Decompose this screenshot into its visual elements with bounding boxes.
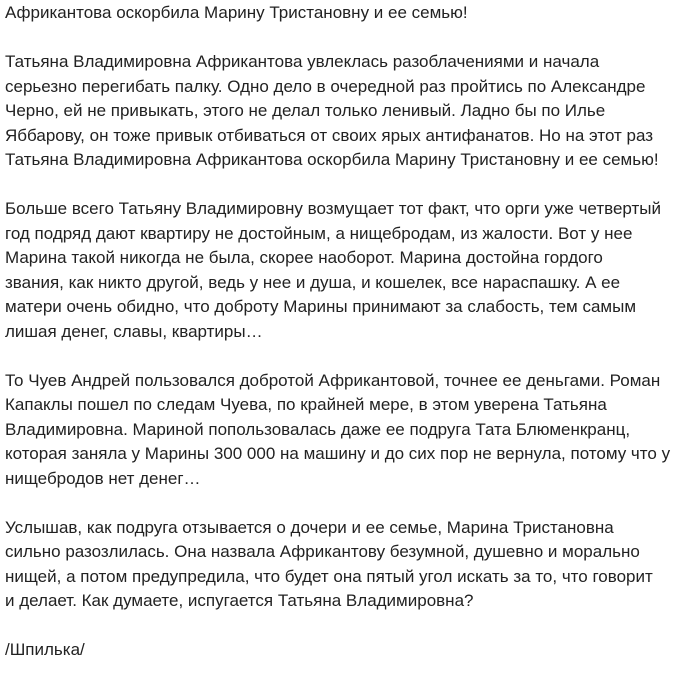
article-title: Африкантова оскорбила Марину Тристановну и ее семью! <box>5 3 468 22</box>
paragraph-line: Услышав, как подруга отзывается о дочери и ее семье, Марина Тристановна <box>5 517 614 537</box>
paragraph-gap <box>5 173 695 198</box>
paragraph-line: Татьяна Владимировна Африкантова оскорбила Марину Тристановну и ее семью! <box>5 150 659 169</box>
paragraph-gap <box>5 614 695 639</box>
paragraph-line: нищей, а потом предупредила, что будет она пятый угол искать за то, что говорит <box>5 566 653 586</box>
paragraph-line: звания, как никто другой, ведь у нее и душа, и кошелек, все нараспашку. А ее <box>5 272 621 292</box>
paragraph-line: и делает. Как думаете, испугается Татьяна Владимировна? <box>5 591 474 610</box>
paragraph-line: серьезно перегибать палку. Одно дело в очередной раз пройтись по Александре <box>5 76 646 96</box>
paragraph-line: То Чуев Андрей пользовался добротой Африкантовой, точнее ее деньгами. Роман <box>5 370 661 390</box>
paragraph-line: сильно разозлилась. Она назвала Африкантову безумной, душевно и морально <box>5 542 640 561</box>
paragraph-line: Марина такой никогда не была, скорее наоборот. Марина достойна гордого <box>5 248 603 267</box>
paragraph-gap <box>5 26 695 51</box>
paragraph-line: Владимировна. Мариной попользовалась даже ее подруга Тата Блюменкранц, <box>5 419 631 439</box>
paragraph-line: Татьяна Владимировна Африкантова увлеклась разоблачениями и начала <box>5 52 600 71</box>
article-signature: /Шпилька/ <box>5 640 85 659</box>
paragraph-line: лишая денег, славы, квартиры… <box>5 321 263 341</box>
paragraph-line: Яббарову, он тоже привык отбиваться от своих ярых антифанатов. Но на этот раз <box>5 125 654 145</box>
paragraph-gap <box>5 344 695 369</box>
paragraph-line: нищебродов нет денег… <box>5 468 201 488</box>
paragraph-line: которая заняла у Марины 300 000 на машину и до сих пор не вернула, потому что у <box>5 444 671 463</box>
paragraph-2 <box>5 197 695 344</box>
paragraph-1 <box>5 50 695 173</box>
paragraph-line: год подряд дают квартиру не достойным, а нищебродам, из жалости. Вот у нее <box>5 223 633 243</box>
paragraph-line: Больше всего Татьяну Владимировну возмущает тот факт, что орги уже четвертый <box>5 199 661 218</box>
paragraph-line: Капаклы пошел по следам Чуева, по крайней мере, в этом уверена Татьяна <box>5 395 607 414</box>
paragraph-4 <box>5 516 695 614</box>
paragraph-line: Черно, ей не привыкать, этого не делал только ленивый. Ладно бы по Илье <box>5 101 606 120</box>
paragraph-line: матери очень обидно, что доброту Марины принимают за слабость, тем самым <box>5 297 637 316</box>
article <box>5 0 695 663</box>
paragraph-gap <box>5 491 695 516</box>
paragraph-3 <box>5 369 695 492</box>
